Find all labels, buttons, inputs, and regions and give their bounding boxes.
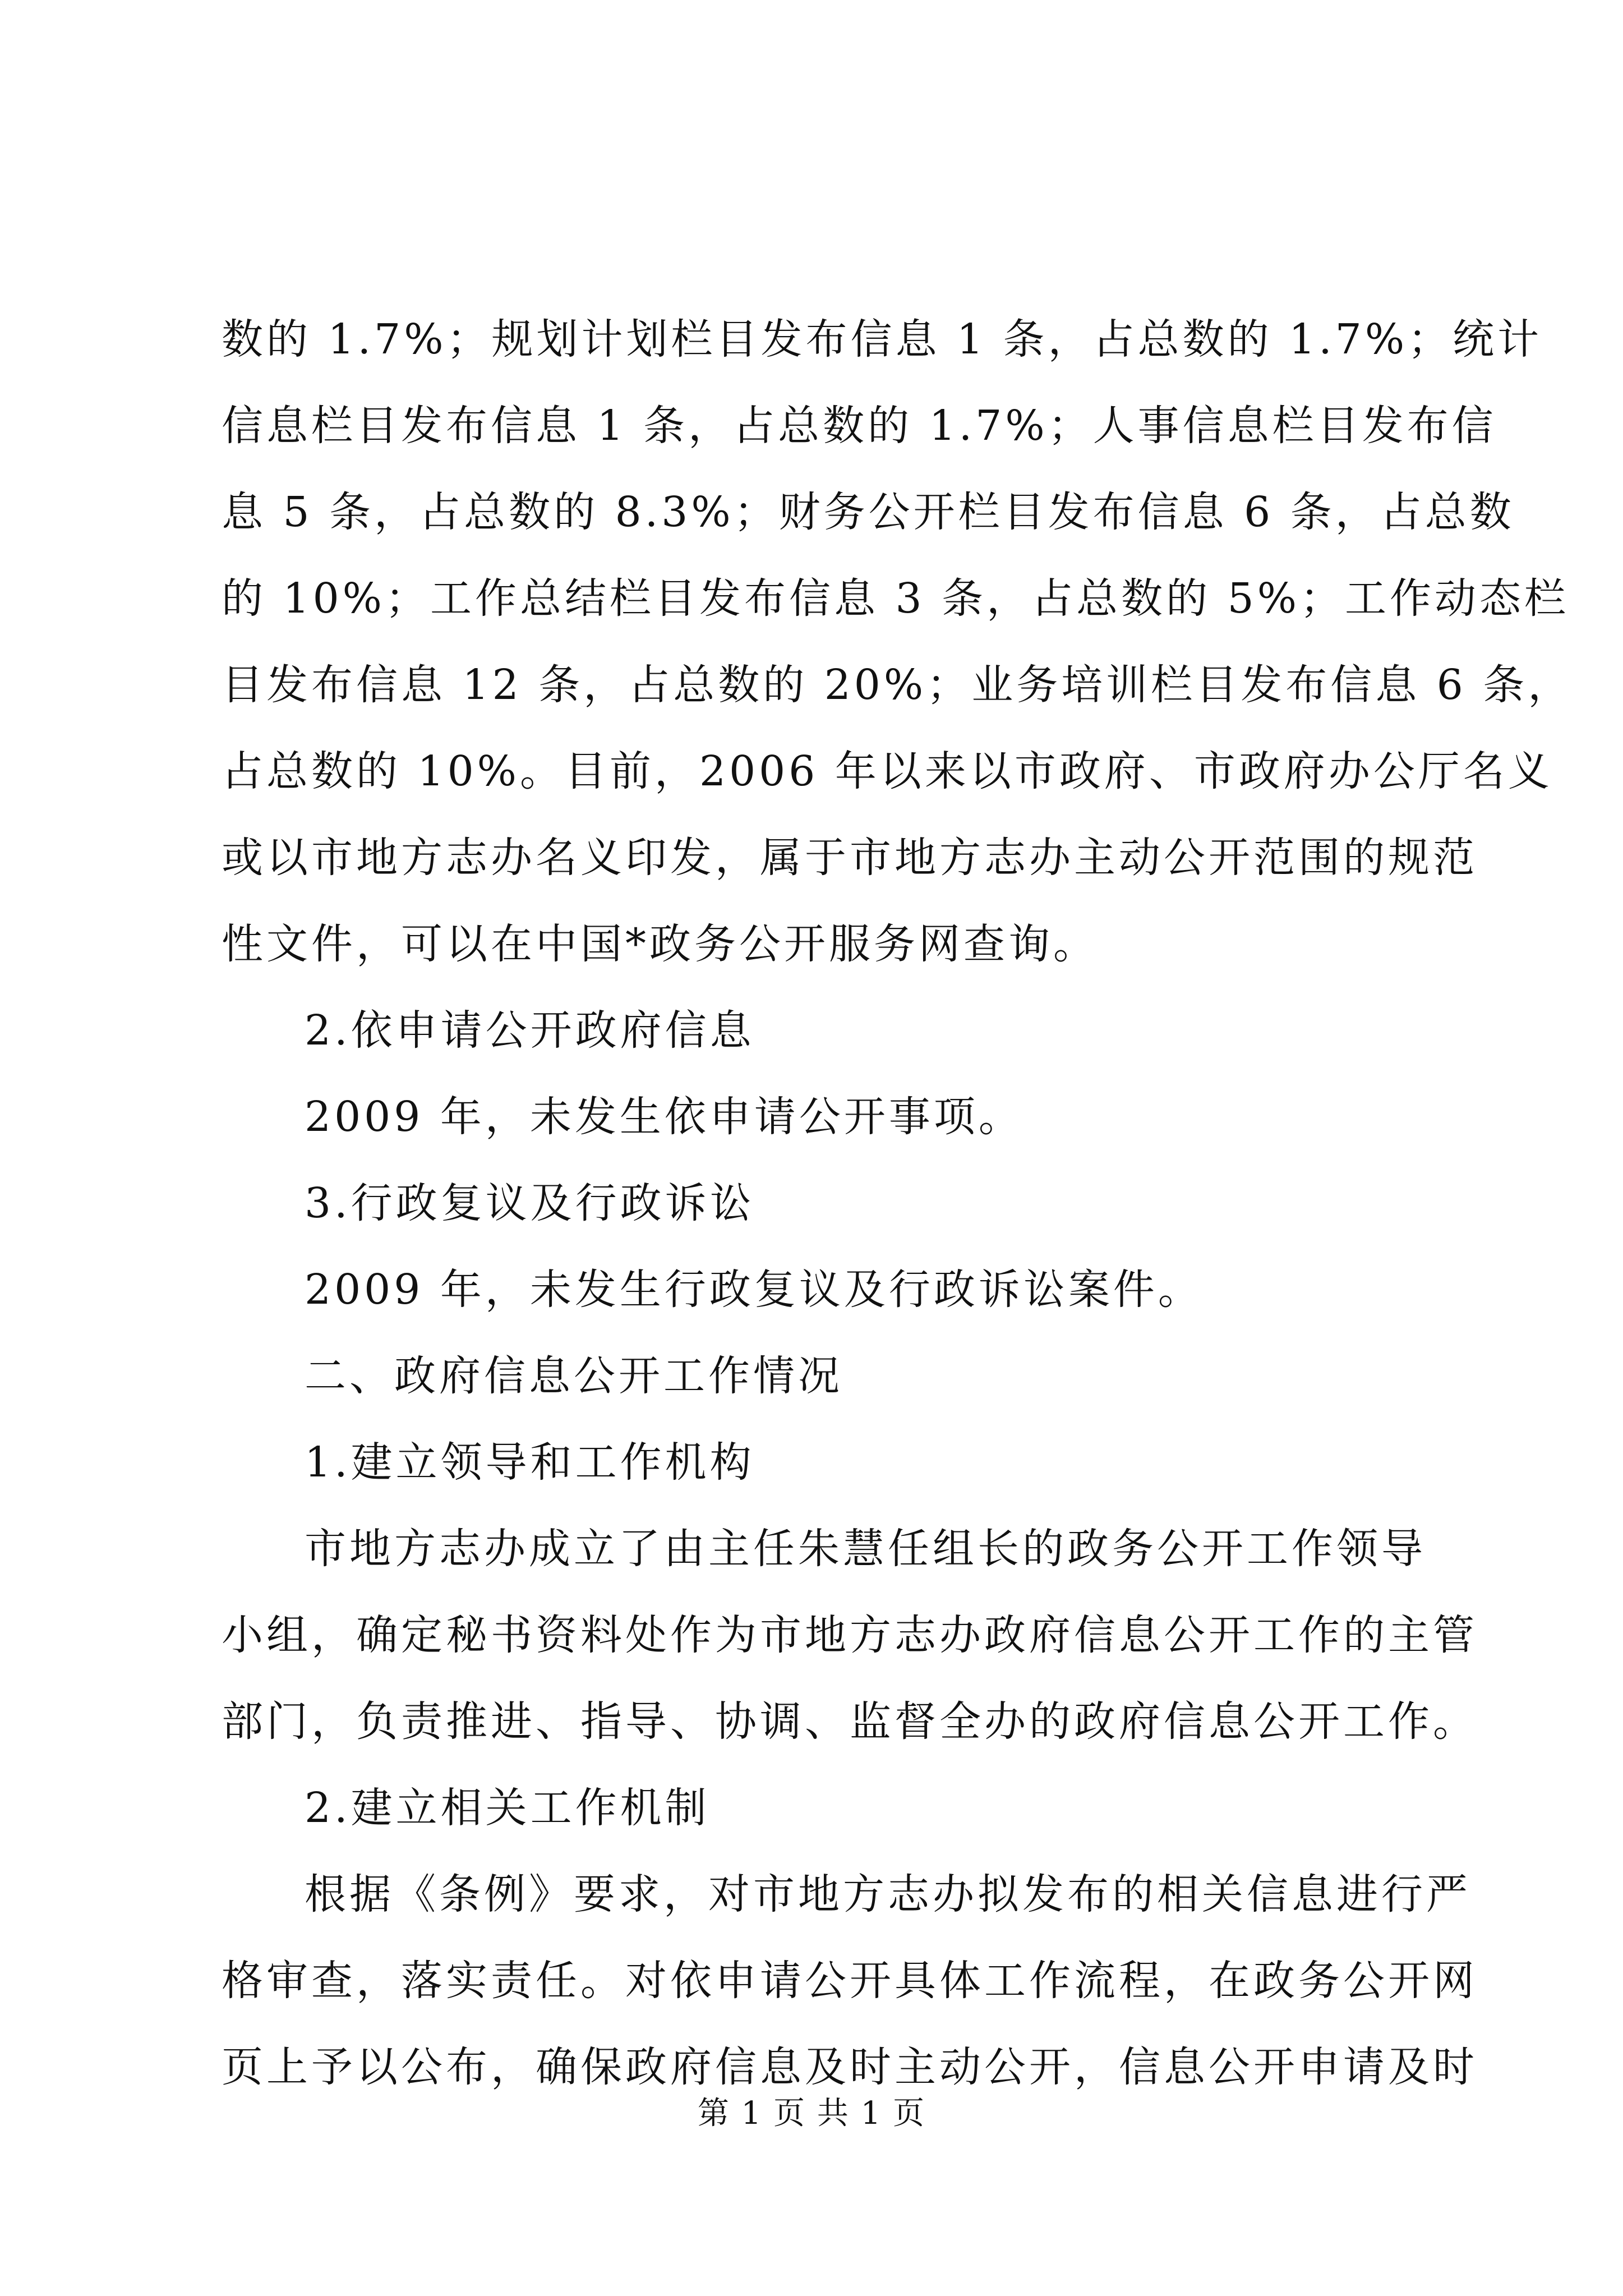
text-line: 部门，负责推进、指导、协调、监督全办的政府信息公开工作。 (222, 1697, 1478, 1746)
text-line: 数的 1.7%；规划计划栏目发布信息 1 条，占总数的 1.7%；统计 (222, 315, 1543, 364)
text-line: 或以市地方志办名义印发，属于市地方志办主动公开范围的规范 (222, 834, 1478, 882)
document-body (222, 296, 1573, 2110)
text-line: 目发布信息 12 条，占总数的 20%；业务培训栏目发布信息 6 条， (222, 661, 1573, 709)
text-line: 1.建立领导和工作机构 (305, 1438, 755, 1487)
text-line: 3.行政复议及行政诉讼 (305, 1179, 755, 1227)
text-line: 性文件，可以在中国*政务公开服务网查询。 (222, 920, 1098, 968)
page-footer: 第 1 页 共 1 页 (697, 2095, 926, 2132)
text-line: 息 5 条，占总数的 8.3%；财务公开栏目发布信息 6 条，占总数 (222, 488, 1515, 536)
text-line: 2009 年，未发生依申请公开事项。 (305, 1093, 1023, 1141)
text-line: 信息栏目发布信息 1 条，占总数的 1.7%；人事信息栏目发布信 (222, 402, 1497, 450)
text-line: 2009 年，未发生行政复议及行政诉讼案件。 (305, 1266, 1203, 1314)
text-line: 市地方志办成立了由主任朱慧任组长的政务公开工作领导 (305, 1525, 1426, 1573)
text-line: 格审查，落实责任。对依申请公开具体工作流程，在政务公开网 (222, 1957, 1478, 2005)
text-line: 页上予以公布，确保政府信息及时主动公开，信息公开申请及时 (222, 2043, 1478, 2091)
text-line: 2.建立相关工作机制 (305, 1784, 710, 1832)
text-line: 二、政府信息公开工作情况 (305, 1352, 843, 1400)
text-line: 2.依申请公开政府信息 (305, 1006, 755, 1055)
text-line: 根据《条例》要求，对市地方志办拟发布的相关信息进行严 (305, 1870, 1471, 1918)
text-line: 的 10%；工作总结栏目发布信息 3 条，占总数的 5%；工作动态栏 (222, 574, 1570, 623)
text-line: 小组，确定秘书资料处作为市地方志办政府信息公开工作的主管 (222, 1611, 1478, 1659)
text-line: 占总数的 10%。目前，2006 年以来以市政府、市政府办公厅名义 (222, 747, 1553, 795)
